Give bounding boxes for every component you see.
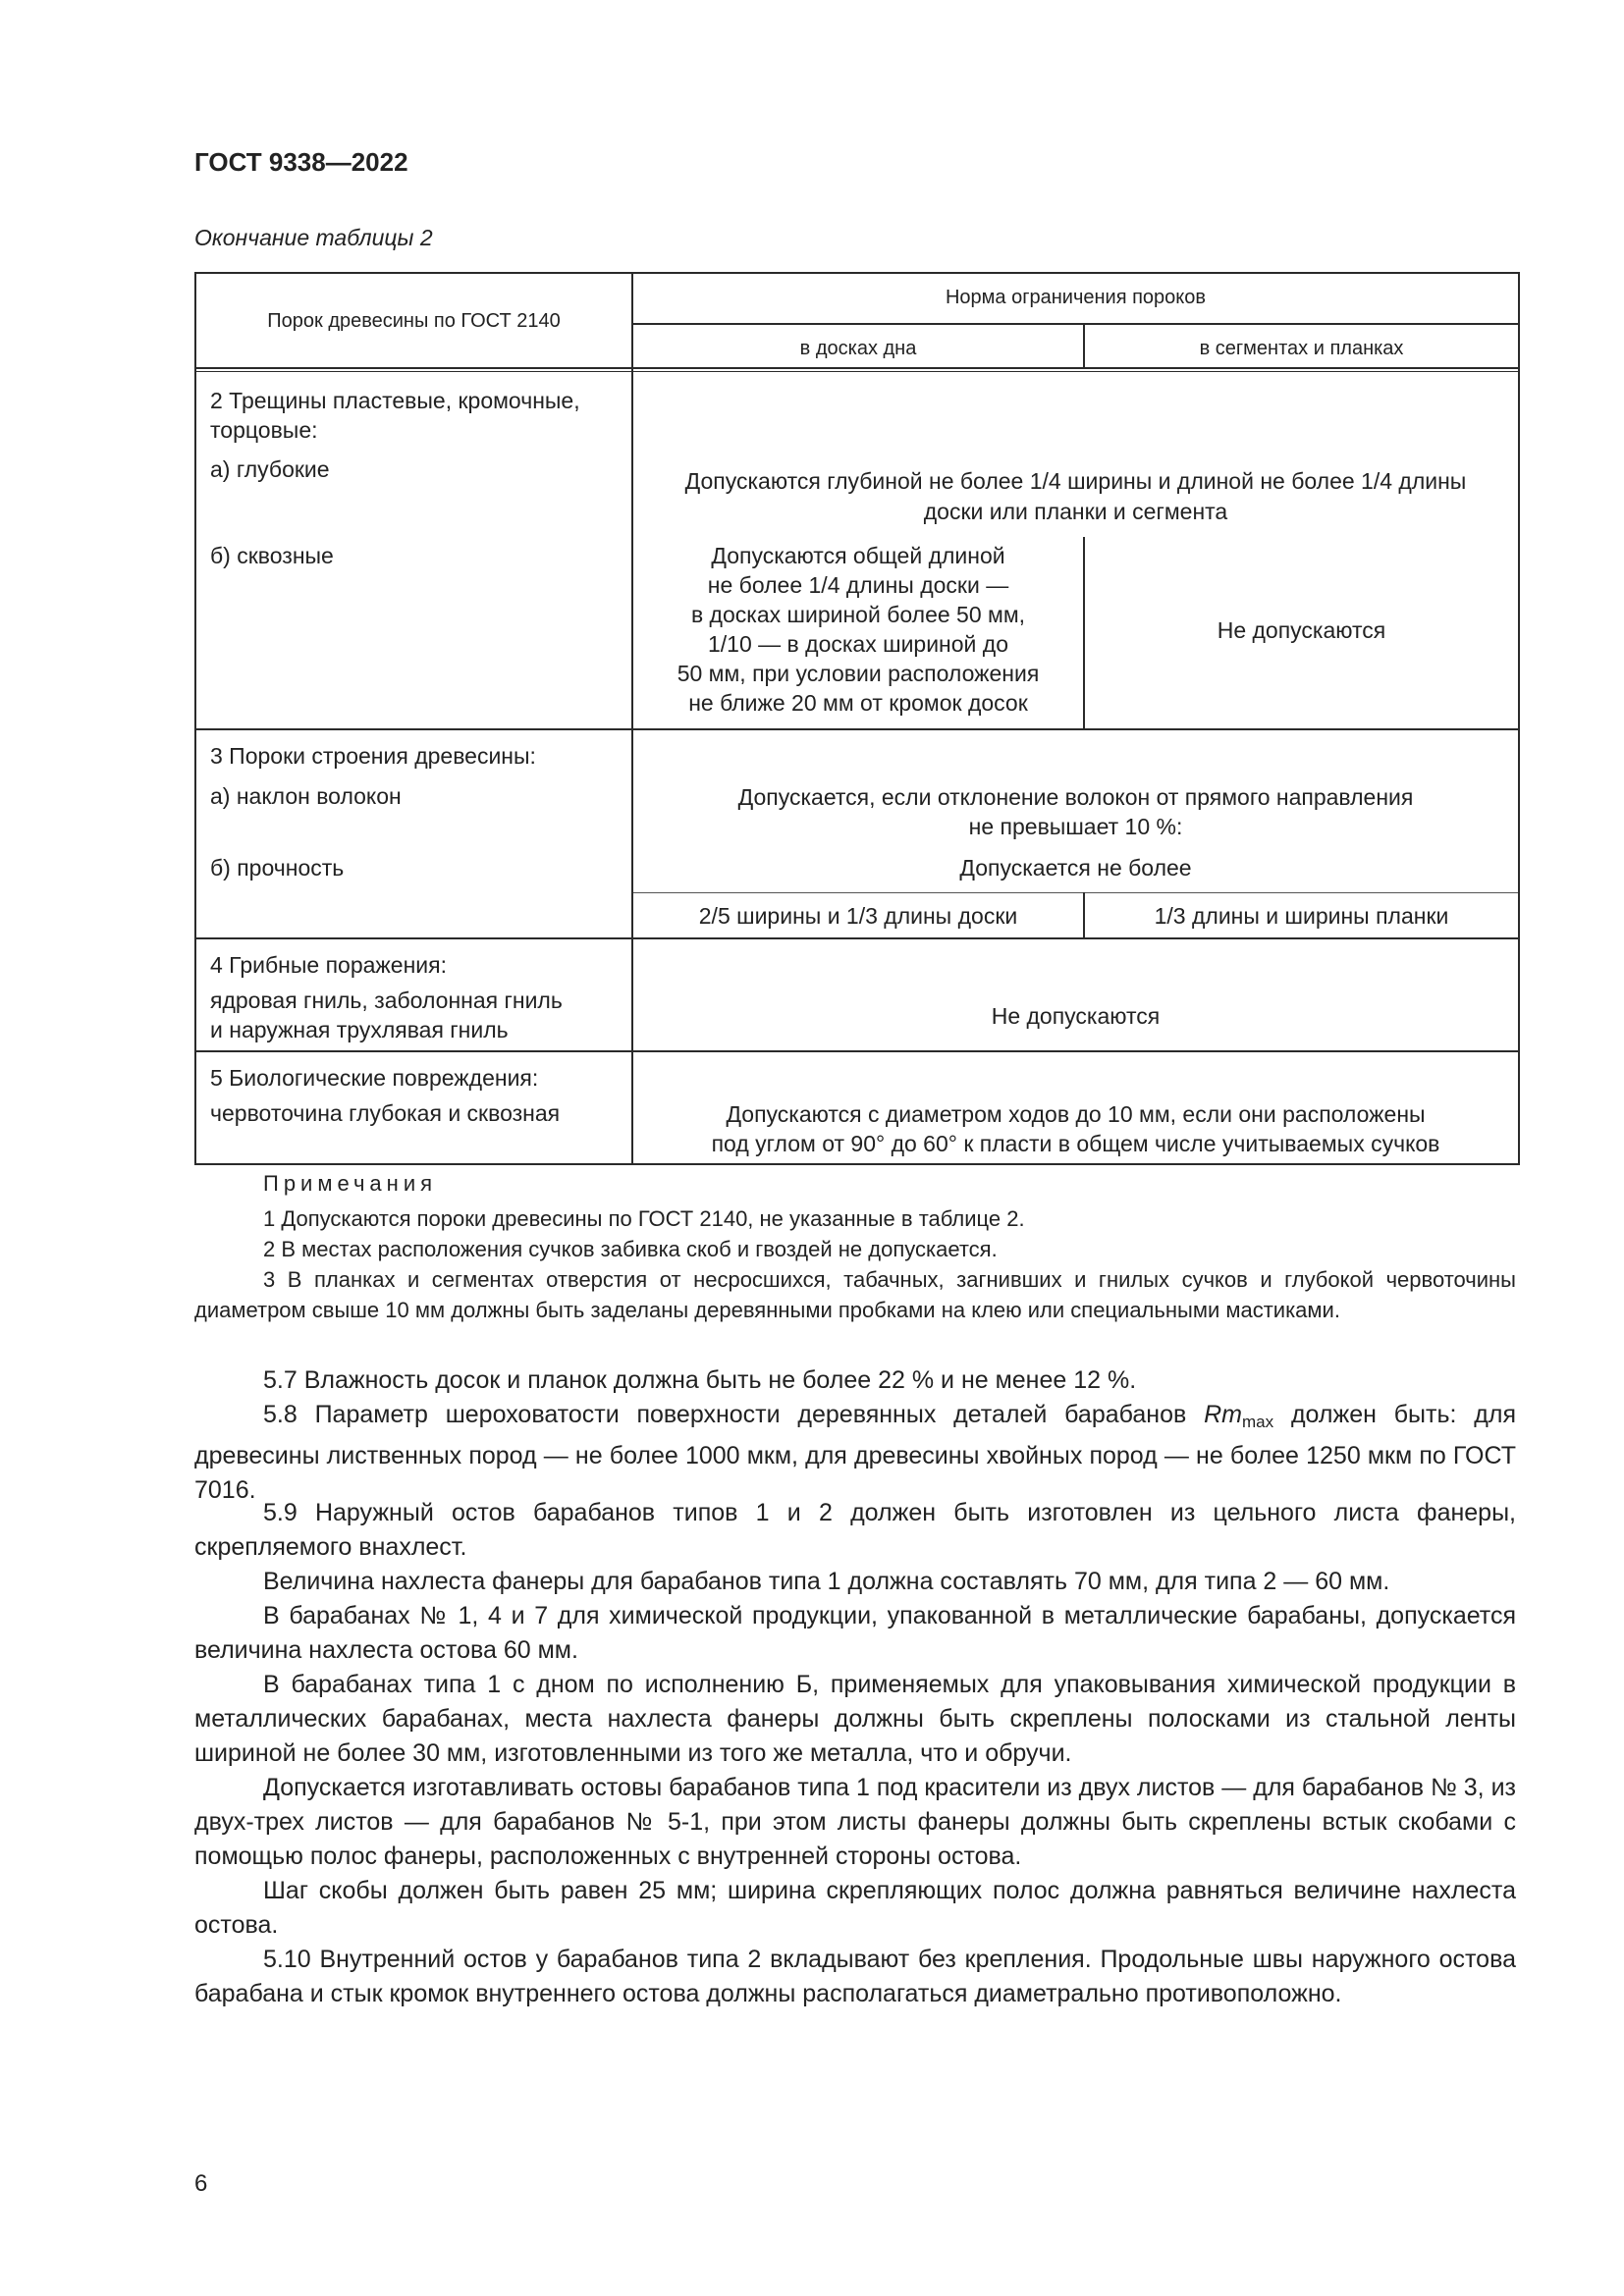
para-5-9-drums-147: В барабанах № 1, 4 и 7 для химической продукции, упакованной в металлические барабаны, допускается величина нахлеста остова 60 мм. <box>194 1602 1516 1664</box>
para-5-8: 5.8 Параметр шероховатости поверхности деревянных деталей барабанов $Rm_{max}$ должен быть: для древесины лиственных пород — не более 1000 мкм, для древесины хвойных пород — не более 1250 мкм по ГОСТ 7016. <box>194 1401 1516 1504</box>
row2-b-boards-4: 1/10 — в досках шириной до <box>708 631 1008 657</box>
note-2: 2 В местах расположения сучков забивка скоб и гвоздей не допускается. <box>263 1237 998 1261</box>
row2-a-norm-1: Допускаются глубиной не более 1/4 ширины и длиной не более 1/4 длины <box>684 468 1467 494</box>
row2-a-norm-2: доски или планки и сегмента <box>923 499 1228 524</box>
row2-b-boards-2: не более 1/4 длины доски — <box>707 572 1009 598</box>
row2-b-segments: Не допускаются <box>1217 617 1386 643</box>
row4-line2: ядровая гниль, заболонная гниль <box>210 988 563 1013</box>
table-caption: Окончание таблицы 2 <box>194 225 433 250</box>
page-number: 6 <box>194 2170 208 2197</box>
row2-b: б) сквозные <box>210 543 334 568</box>
row3-b-segments: 1/3 длины и ширины планки <box>1154 903 1449 929</box>
row3-title: 3 Пороки строения древесины: <box>210 743 536 769</box>
row3-b: б) прочность <box>210 855 345 881</box>
para-5-9-dyes: Допускается изготавливать остовы барабанов типа 1 под красители из двух листов — для барабанов № 3, из двух-трех листов — для барабанов № 5-1, при этом листы фанеры должны быть скреплены встык скобами с помощью полос фанеры, расположенных с внутренней стороны остова. <box>194 1774 1516 1870</box>
note-3: 3 В планках и сегментах отверстия от несросшихся, табачных, загнивших и гнилых сучков и глубокой червоточины диаметром свыше 10 мм должны быть заделаны деревянными пробками на клею или специальными мастиками. <box>194 1267 1516 1322</box>
para-5-9-type1: В барабанах типа 1 с дном по исполнению Б, применяемых для упаковывания химической продукции в металлических барабанах, места нахлеста фанеры должны быть скреплены полосками из стальной ленты шириной не более 30 мм, изготовленными из того же металла, что и обручи. <box>194 1671 1516 1767</box>
row4-title: 4 Грибные поражения: <box>210 952 447 978</box>
document-code: ГОСТ 9338—2022 <box>194 147 408 177</box>
row2-b-boards-3: в досках шириной более 50 мм, <box>690 602 1026 627</box>
row5-norm-1: Допускаются с диаметром ходов до 10 мм, если они расположены <box>726 1101 1426 1127</box>
row4-norm: Не допускаются <box>991 1003 1161 1029</box>
note-1: 1 Допускаются пороки древесины по ГОСТ 2140, не указанные в таблице 2. <box>263 1206 1025 1231</box>
para-5-9-staple: Шаг скобы должен быть равен 25 мм; ширина скрепляющих полос должна равняться величине нахлеста остова. <box>194 1877 1516 1939</box>
roughness-symbol: Rm <box>1204 1401 1242 1428</box>
row5-norm-2: под углом от 90° до 60° к пласти в общем числе учитываемых сучков <box>711 1131 1440 1156</box>
header-norm-group: Норма ограничения пороков <box>945 287 1207 308</box>
row5-line2: червоточина глубокая и сквозная <box>210 1100 561 1126</box>
para-5-7: 5.7 Влажность досок и планок должна быть не более 22 % и не менее 12 %. <box>263 1366 1137 1394</box>
row3-a: а) наклон волокон <box>210 783 402 809</box>
row3-a-norm-1: Допускается, если отклонение волокон от прямого направления <box>737 784 1414 810</box>
row5-title: 5 Биологические повреждения: <box>210 1065 539 1091</box>
row2-b-boards-5: 50 мм, при условии расположения <box>677 661 1040 686</box>
row3-b-boards: 2/5 ширины и 1/3 длины доски <box>698 903 1018 929</box>
row2-b-boards-1: Допускаются общей длиной <box>711 543 1005 568</box>
row3-a-norm-2: не превышает 10 %: <box>968 814 1183 839</box>
header-defect: Порок древесины по ГОСТ 2140 <box>267 310 561 332</box>
row2-b-boards-6: не ближе 20 мм от кромок досок <box>688 690 1028 716</box>
para-5-9-overlap: Величина нахлеста фанеры для барабанов типа 1 должна составлять 70 мм, для типа 2 — 60 мм. <box>263 1568 1390 1595</box>
row2-a: а) глубокие <box>210 456 330 482</box>
row3-b-norm: Допускается не более <box>959 855 1192 881</box>
header-segments: в сегментах и планках <box>1199 338 1404 359</box>
row4-line3: и наружная трухлявая гниль <box>210 1017 509 1042</box>
row2-title-1: 2 Трещины пластевые, кромочные, <box>210 388 580 413</box>
roughness-subscript: max <box>1241 1413 1274 1431</box>
header-boards: в досках дна <box>799 338 917 359</box>
notes-title: Примечания <box>263 1171 438 1196</box>
para-5-9: 5.9 Наружный остов барабанов типов 1 и 2 должен быть изготовлен из цельного листа фанеры, скрепляемого внахлест. <box>194 1499 1516 1561</box>
row2-title-2: торцовые: <box>210 417 318 443</box>
para-5-10: 5.10 Внутренний остов у барабанов типа 2 вкладывают без крепления. Продольные швы наружного остова барабана и стык кромок внутреннего остова должны располагаться диаметрально противоположно. <box>194 1946 1516 2007</box>
